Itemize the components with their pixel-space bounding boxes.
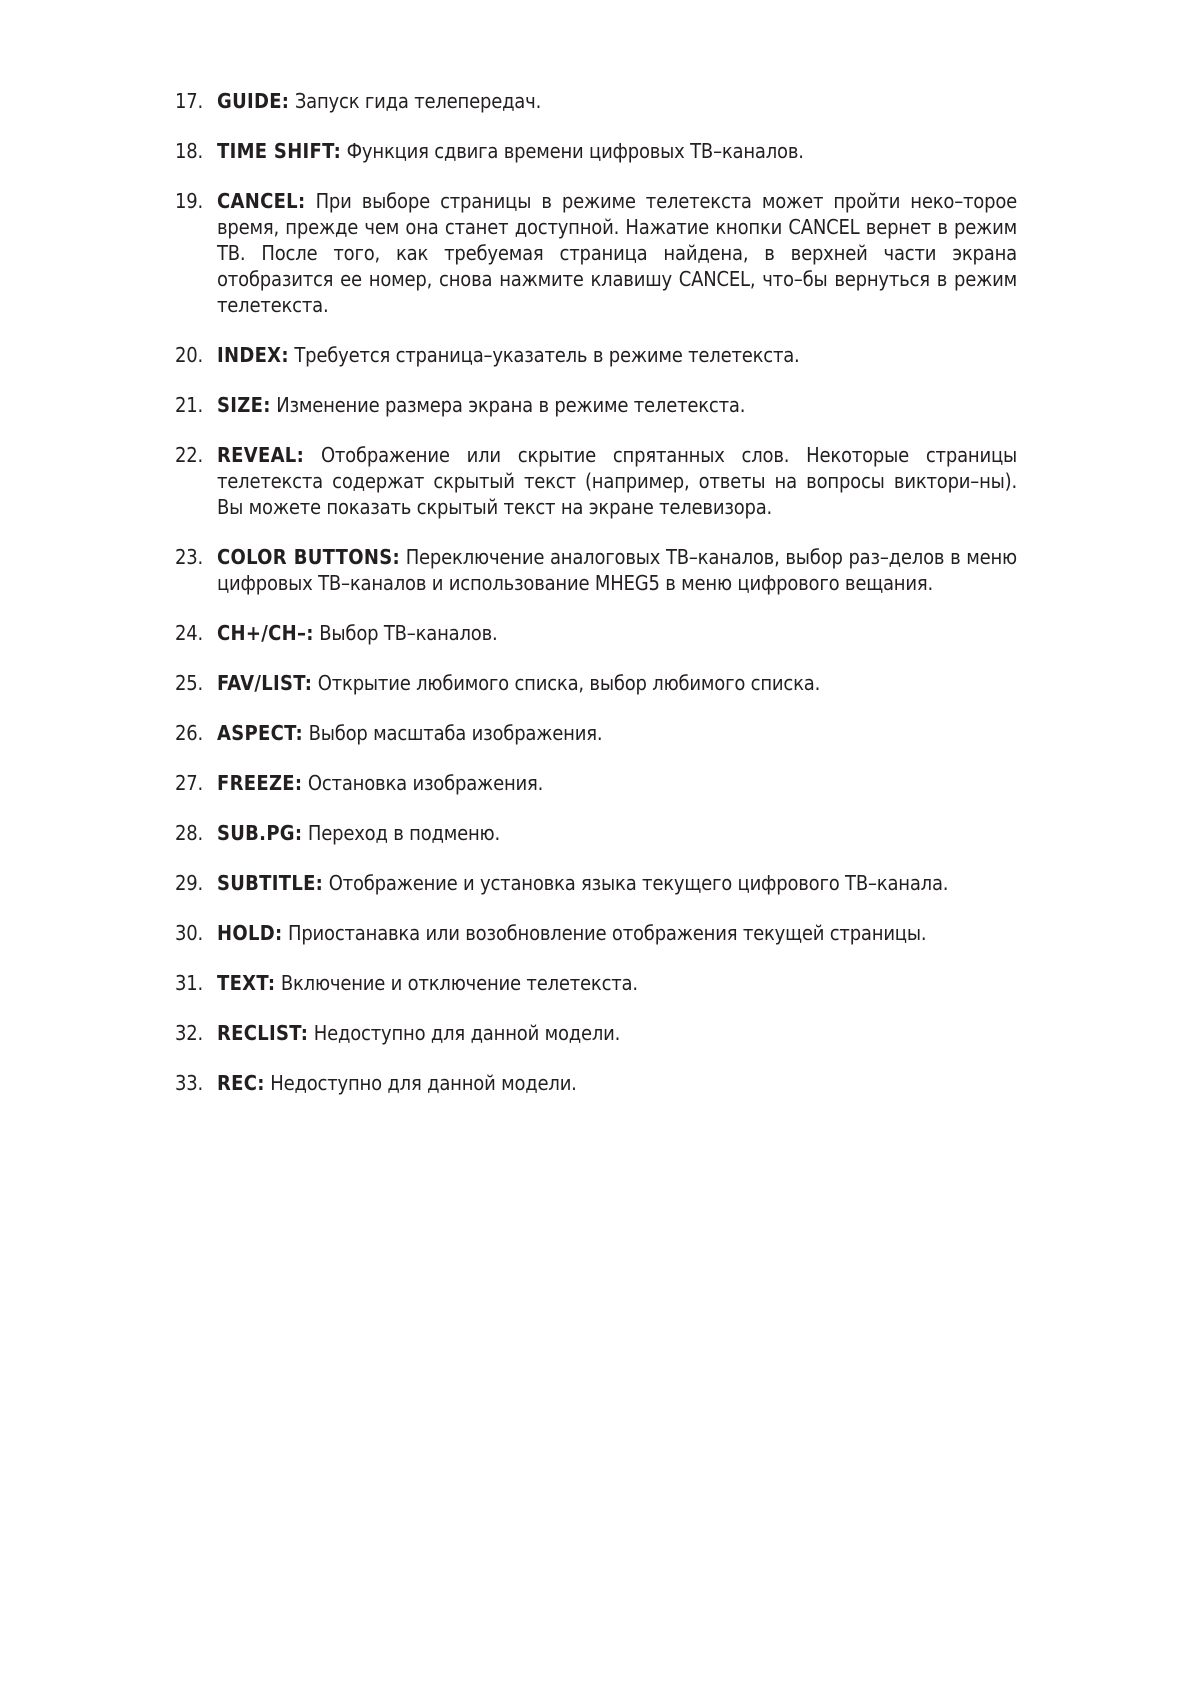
item-number: 19. bbox=[175, 189, 204, 213]
button-name: SUB.PG: bbox=[217, 821, 303, 845]
list-item-index bbox=[175, 342, 1017, 368]
button-description: Недоступно для данной модели. bbox=[313, 1021, 621, 1045]
button-description: Запуск гида телепередач. bbox=[294, 89, 542, 113]
button-description: Открытие любимого списка, выбор любимого списка. bbox=[317, 671, 821, 695]
button-name: REC: bbox=[217, 1071, 265, 1095]
list-item-freeze bbox=[175, 770, 1017, 796]
button-description: Отображение и установка языка текущего цифрового ТВ–канала. bbox=[328, 871, 949, 895]
list-item-reclist bbox=[175, 1020, 1017, 1046]
remote-buttons-list bbox=[175, 88, 1017, 1120]
list-item-text bbox=[175, 970, 1017, 996]
button-name: FAV/LIST: bbox=[217, 671, 313, 695]
button-name: FREEZE: bbox=[217, 771, 303, 795]
item-number: 28. bbox=[175, 821, 204, 845]
item-number: 29. bbox=[175, 871, 204, 895]
button-name: CANCEL: bbox=[217, 189, 306, 213]
button-description: Функция сдвига времени цифровых ТВ–каналов. bbox=[346, 139, 804, 163]
button-name: HOLD: bbox=[217, 921, 283, 945]
list-item-cancel bbox=[175, 188, 1017, 318]
button-name: CH+/CH–: bbox=[217, 621, 314, 645]
item-number: 24. bbox=[175, 621, 204, 645]
button-description: Переход в подменю. bbox=[307, 821, 501, 845]
list-item-size bbox=[175, 392, 1017, 418]
button-description: Выбор ТВ–каналов. bbox=[319, 621, 498, 645]
item-number: 22. bbox=[175, 443, 204, 467]
button-name: ASPECT: bbox=[217, 721, 304, 745]
button-name: SUBTITLE: bbox=[217, 871, 324, 895]
list-item-sub-pg bbox=[175, 820, 1017, 846]
item-number: 27. bbox=[175, 771, 204, 795]
button-description: Остановка изображения. bbox=[307, 771, 544, 795]
button-description: Включение и отключение телетекста. bbox=[280, 971, 638, 995]
item-number: 33. bbox=[175, 1071, 204, 1095]
button-description: Переключение аналоговых ТВ–каналов, выбор раз–делов в меню цифровых ТВ–каналов и использование MHEG5 в меню цифрового вещания. bbox=[217, 545, 1017, 595]
button-name: TIME SHIFT: bbox=[217, 139, 342, 163]
item-number: 25. bbox=[175, 671, 204, 695]
item-number: 21. bbox=[175, 393, 204, 417]
item-number: 31. bbox=[175, 971, 204, 995]
list-item-ch bbox=[175, 620, 1017, 646]
item-number: 17. bbox=[175, 89, 204, 113]
list-item-aspect bbox=[175, 720, 1017, 746]
button-description: Изменение размера экрана в режиме телетекста. bbox=[276, 393, 746, 417]
button-name: REVEAL: bbox=[217, 443, 305, 467]
button-name: TEXT: bbox=[217, 971, 276, 995]
button-name: RECLIST: bbox=[217, 1021, 309, 1045]
item-number: 32. bbox=[175, 1021, 204, 1045]
item-number: 30. bbox=[175, 921, 204, 945]
button-description: Отображение или скрытие спрятанных слов. Некоторые страницы телетекста содержат скрытый текст (например, ответы на вопросы виктори–ны). Вы можете показать скрытый текст на экране телевизора. bbox=[217, 443, 1018, 519]
item-number: 23. bbox=[175, 545, 204, 569]
button-name: INDEX: bbox=[217, 343, 289, 367]
list-item-hold bbox=[175, 920, 1017, 946]
list-item-rec bbox=[175, 1070, 1017, 1096]
item-number: 20. bbox=[175, 343, 204, 367]
button-description: Требуется страница–указатель в режиме телетекста. bbox=[294, 343, 800, 367]
button-description: Приостанавка или возобновление отображения текущей страницы. bbox=[287, 921, 927, 945]
item-number: 18. bbox=[175, 139, 204, 163]
item-number: 26. bbox=[175, 721, 204, 745]
list-item-reveal bbox=[175, 442, 1017, 520]
button-name: COLOR BUTTONS: bbox=[217, 545, 400, 569]
button-name: SIZE: bbox=[217, 393, 271, 417]
list-item-guide bbox=[175, 88, 1017, 114]
list-item-time-shift bbox=[175, 138, 1017, 164]
list-item-subtitle bbox=[175, 870, 1017, 896]
list-item-color-buttons bbox=[175, 544, 1017, 596]
button-description: При выборе страницы в режиме телетекста может пройти неко–торое время, прежде чем она станет доступной. Нажатие кнопки CANCEL вернет в режим ТВ. После того, как требуемая страница найдена, в верхней части экрана отобразится ее номер, снова нажмите клавишу CANCEL, что–бы вернуться в режим телетекста. bbox=[217, 189, 1018, 317]
button-description: Выбор масштаба изображения. bbox=[308, 721, 603, 745]
button-description: Недоступно для данной модели. bbox=[270, 1071, 577, 1095]
button-name: GUIDE: bbox=[217, 89, 290, 113]
list-item-fav-list bbox=[175, 670, 1017, 696]
